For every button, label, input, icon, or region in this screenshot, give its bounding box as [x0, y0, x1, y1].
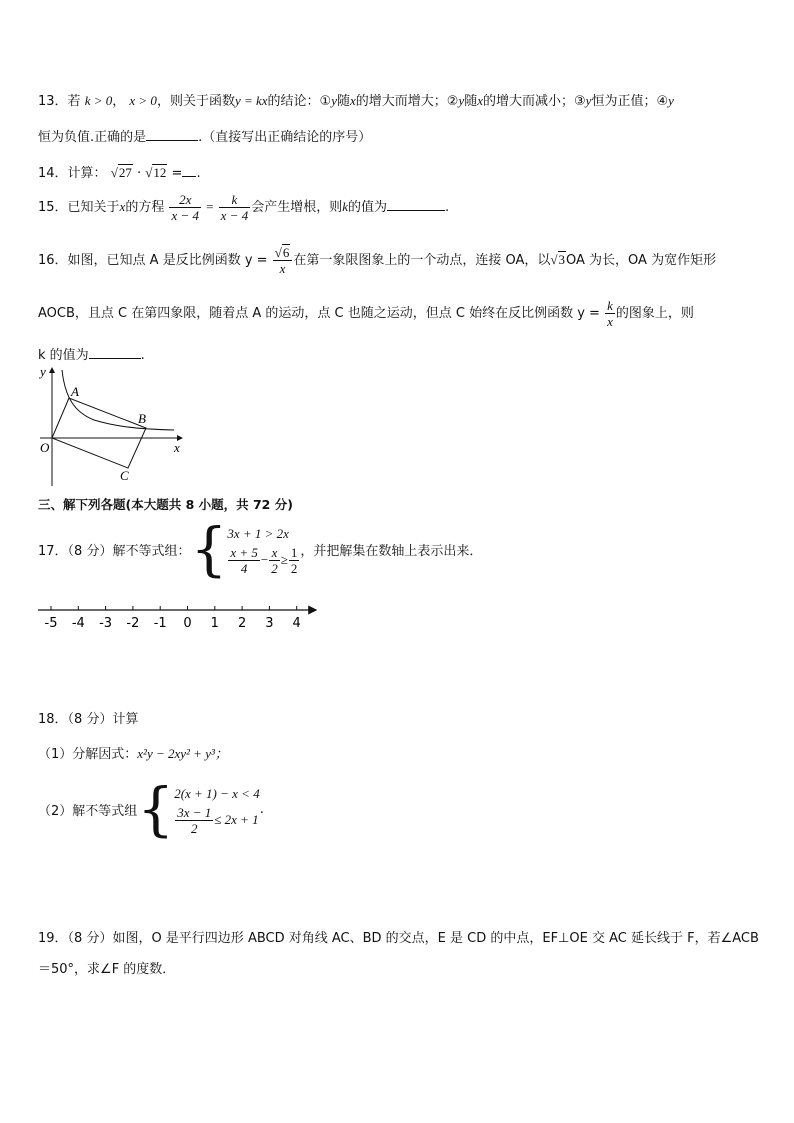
number-line-label: -5 — [44, 616, 58, 631]
q13-var-y2: y — [458, 93, 465, 108]
q13-var-y3: y — [585, 93, 592, 108]
number-line-label: -2 — [126, 616, 140, 631]
q13-line1: 13．若 k > 0， x > 0，则关于函数y = kx的结论：①y随x的增大而增大；②y随x的增大而减小；③y恒为正值；④y — [38, 93, 674, 109]
q15-fraction-left: $\frac{2x}{x - 4}$ — [171, 192, 200, 223]
rectangle-AOCB — [52, 398, 146, 468]
number-line-label: -4 — [71, 616, 85, 631]
q17-number-line — [34, 600, 324, 636]
q19-line1: 19．（8 分）如图，O 是平行四边形 ABCD 对角线 AC、BD 的交点，E 是 CD 的中点，EF⊥OE 交 AC 延长线于 F，若∠ACB — [38, 931, 759, 946]
q16-line1-b: 在第一象限图象上的一个动点，连接 OA，以 — [293, 253, 551, 268]
q14-dot: · — [136, 166, 142, 181]
q17-brace: { — [190, 515, 228, 583]
q17 — [38, 515, 483, 583]
number-line-label: 2 — [237, 616, 247, 631]
number-line-label: 0 — [183, 616, 192, 631]
q15-number: 15．已知关于 — [38, 200, 120, 215]
q13-line2 — [38, 126, 371, 145]
q15-text-c: 的值为 — [348, 200, 388, 215]
q16-line1-c: OA 为长，OA 为宽作矩形 — [566, 253, 717, 268]
q16-line3 — [38, 344, 145, 363]
hyperbola-curve — [62, 370, 174, 430]
q17-end: ，并把解集在数轴上表示出来． — [300, 543, 483, 559]
number-line-label: 4 — [292, 616, 301, 631]
q16-answer-blank[interactable] — [89, 346, 141, 359]
q16-line1: 16．如图，已知点 A 是反比例函数 y = $\frac{√6}{x}$ 在第一象限图象上的一个动点，连接 OA，以√3OA 为长，OA 为宽作矩形 — [38, 245, 717, 276]
q19-line2: ＝50°，求∠F 的度数． — [38, 962, 176, 977]
q13-var-x: x — [350, 93, 356, 108]
q13-cond-k: k > 0 — [84, 93, 113, 108]
q18-p1-label: （1）分解因式： — [38, 747, 138, 762]
q13-line2-end: .（直接写出正确结论的序号） — [198, 130, 372, 145]
q16-line2 — [38, 298, 694, 329]
q13-s3: 恒为正值；④ — [591, 94, 669, 109]
q17-system — [38, 515, 483, 583]
q13-cond-x: x > 0 — [129, 93, 157, 108]
label-O: O — [40, 440, 50, 455]
q14-answer-blank[interactable] — [182, 164, 196, 177]
q13-s2: 随 — [464, 94, 478, 109]
q15-fraction-right: $\frac{k}{x - 4}$ — [220, 192, 249, 223]
q13-function: y = kx — [234, 93, 268, 108]
q18-part2 — [38, 775, 264, 843]
q15-text-a: 的方程 — [125, 200, 165, 215]
q13-s2b: 的增大而减小；③ — [483, 94, 586, 109]
q13-var-y: y — [331, 93, 337, 108]
q13-s1b: 的增大而增大；② — [355, 94, 459, 109]
label-A: A — [71, 384, 79, 399]
q13-text: ，则关于函数 — [156, 94, 235, 109]
q18-p2-label: （2）解不等式组 — [38, 803, 138, 819]
q15-text-b: 会产生增根，则 — [251, 200, 343, 215]
q15 — [38, 192, 449, 223]
q16-fraction-k: $\frac{k}{x}$ — [607, 298, 613, 329]
q16-line2-a: AOCB，且点 C 在第四象限，随着点 A 的运动，点 C 也随之运动，但点 C 始终在反比例函数 y = — [38, 306, 600, 321]
q16-line1-a: 16．如图，已知点 A 是反比例函数 y = — [38, 253, 268, 268]
q16-line3-end: . — [140, 348, 145, 363]
label-x: x — [174, 440, 180, 455]
q18-ineq2: $\frac{3x - 1}{2}$ ≤ 2x + 1 — [177, 804, 259, 836]
q13-answer-blank[interactable] — [146, 128, 198, 141]
q13-s1: 随 — [336, 94, 350, 109]
q18-p1-expr: x²y − 2xy² + y³； — [137, 746, 228, 761]
q18-system — [38, 775, 264, 843]
q18-ineq1: 2(x + 1) − x < 4 — [174, 785, 260, 801]
q13-line2-text: 恒为负值.正确的是 — [38, 130, 147, 145]
q17-ineq1: 3x + 1 > 2x — [227, 525, 289, 541]
q13-number: 13．若 — [38, 94, 81, 109]
number-line-label: 1 — [210, 616, 219, 631]
label-C: C — [120, 468, 129, 483]
q15-var-k: k — [342, 199, 348, 214]
q13-var-x2: x — [477, 93, 484, 108]
q14-eq: = — [171, 166, 183, 181]
q18-brace: { — [137, 775, 175, 843]
q16-line2-b: 的图象上，则 — [615, 306, 694, 321]
q15-var-x: x — [119, 199, 126, 214]
label-B: B — [138, 411, 146, 426]
number-line-label: 3 — [265, 616, 274, 631]
q14: 14．计算： √27 · √12 = . — [38, 165, 201, 181]
q15-answer-blank[interactable] — [387, 198, 445, 211]
number-line-label: -1 — [153, 616, 167, 631]
section-3-heading: 三、解下列各题(本大题共 8 小题，共 72 分) — [38, 497, 293, 512]
q16-line3-a: k 的值为 — [38, 348, 89, 363]
q16-figure — [34, 362, 194, 492]
q13-var-y4: y — [668, 93, 674, 108]
number-line-label: -3 — [99, 616, 113, 631]
q15-eq: = — [206, 199, 214, 214]
q18-part1 — [38, 743, 228, 762]
q18-title: 18．（8 分）计算 — [38, 712, 139, 727]
q14-number: 14．计算： — [38, 166, 107, 181]
q17-ineq2: $\frac{x + 5}{4}$ − $\frac{x}{2}$ ≥ $\frac{1}{2}$ — [230, 544, 298, 576]
q14-radicand-1: 27 — [118, 165, 132, 180]
q14-radicand-2: 12 — [153, 165, 167, 180]
label-y: y — [40, 364, 46, 379]
q15-end: . — [445, 200, 450, 215]
q13-text-b: 的结论：① — [267, 94, 332, 109]
q16-fraction-sqrt6: $\frac{√6}{x}$ — [273, 245, 293, 276]
q16-sqrt3: 3 — [558, 252, 566, 267]
q17-number: 17．（8 分）解不等式组： — [38, 543, 191, 559]
q14-end: . — [196, 166, 201, 181]
q18-end: . — [259, 801, 264, 817]
